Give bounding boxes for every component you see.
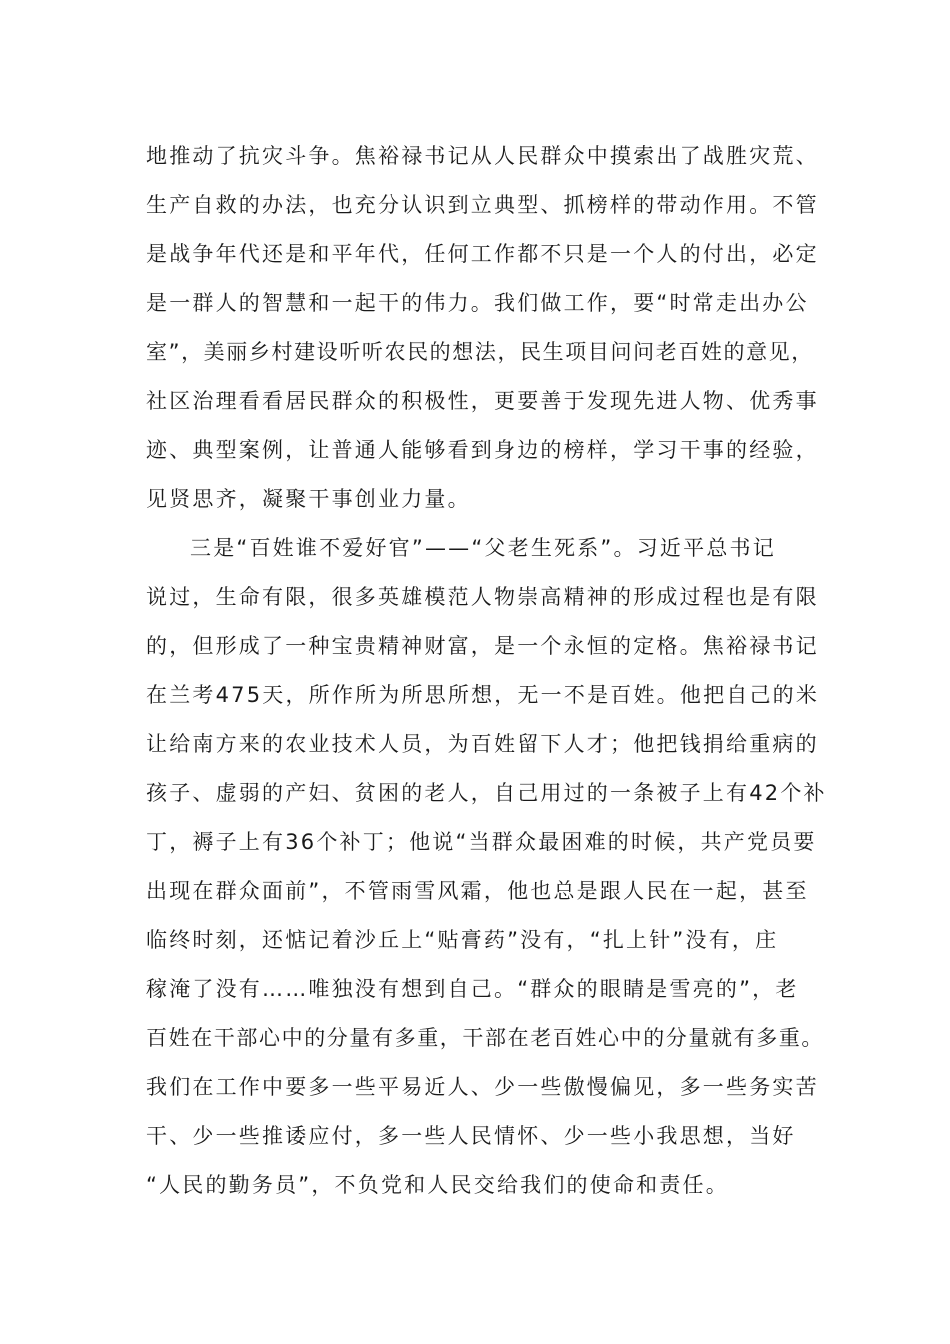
text-line: 是战争年代还是和平年代，任何工作都不只是一个人的付出，必定 [146, 242, 819, 266]
text-line: 临终时刻，还惦记着沙丘上“贴膏药”没有，“扎上针”没有，庄 [146, 928, 779, 952]
text-line: 是一群人的智慧和一起干的伟力。我们做工作，要“时常走出办公 [146, 291, 809, 315]
text-line: 地推动了抗灾斗争。焦裕禄书记从人民群众中摸索出了战胜灾荒、 [146, 144, 819, 168]
text-line: 让给南方来的农业技术人员，为百姓留下人才；他把钱捐给重病的 [146, 732, 819, 756]
text-line: 说过，生命有限，很多英雄模范人物崇高精神的形成过程也是有限 [146, 585, 819, 609]
text-line: 百姓在干部心中的分量有多重，干部在老百姓心中的分量就有多重。 [146, 1026, 824, 1050]
text-line: 生产自救的办法，也充分认识到立典型、抓榜样的带动作用。不管 [146, 193, 819, 217]
text-line: 我们在工作中要多一些平易近人、少一些傲慢偏见，多一些务实苦 [146, 1075, 819, 1099]
text-line: 社区治理看看居民群众的积极性，更要善于发现先进人物、优秀事 [146, 389, 819, 413]
text-line: 丁，褥子上有36个补丁；他说“当群众最困难的时候，共产党员要 [146, 830, 817, 854]
text-line: 的，但形成了一种宝贵精神财富，是一个永恒的定格。焦裕禄书记 [146, 634, 819, 658]
document-body [146, 132, 846, 1210]
text-line: 孩子、虚弱的产妇、贫困的老人，自己用过的一条被子上有42个补 [146, 781, 827, 805]
text-line: 出现在群众面前”，不管雨雪风霜，他也总是跟人民在一起，甚至 [146, 879, 809, 903]
text-line: 室”，美丽乡村建设听听农民的想法，民生项目问问老百姓的意见， [146, 340, 814, 364]
text-line: 见贤思齐，凝聚干事创业力量。 [146, 487, 471, 511]
text-line: 在兰考475天，所作所为所思所想，无一不是百姓。他把自己的米 [146, 683, 820, 707]
text-line: 稼淹了没有……唯独没有想到自己。“群众的眼睛是雪亮的”，老 [146, 977, 799, 1001]
text-line: 迹、典型案例，让普通人能够看到身边的榜样，学习干事的经验， [146, 438, 819, 462]
paragraph-start-line: 三是“百姓谁不爱好官”——“父老生死系”。习近平总书记 [190, 536, 776, 560]
text-line: “人民的勤务员”，不负党和人民交给我们的使命和责任。 [146, 1173, 729, 1197]
text-line: 干、少一些推诿应付，多一些人民情怀、少一些小我思想，当好 [146, 1124, 796, 1148]
